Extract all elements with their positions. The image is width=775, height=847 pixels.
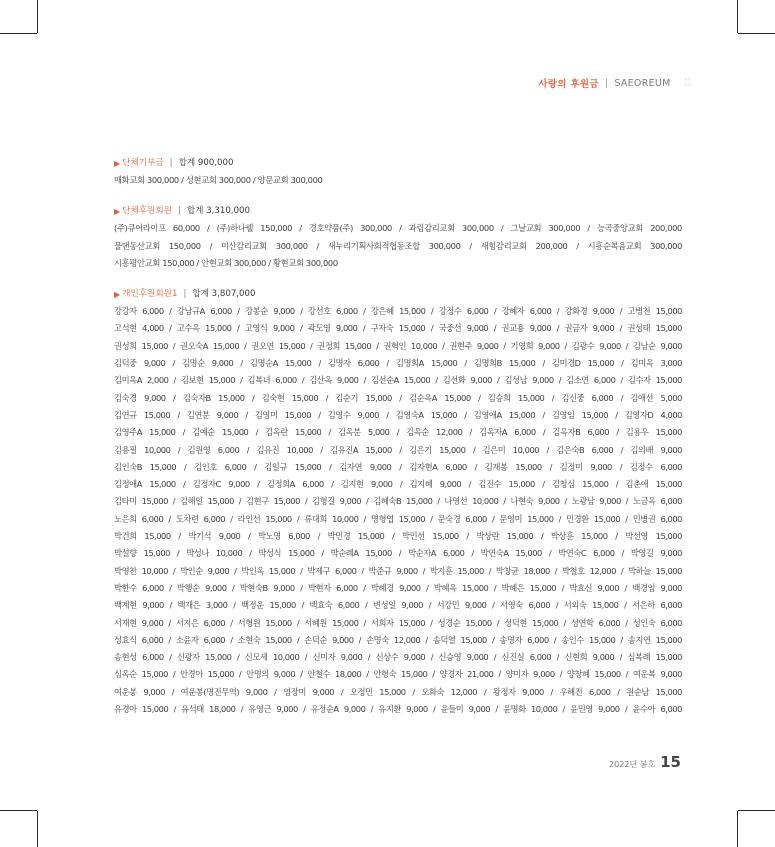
donor-line: 강강자 6,000 / 강남규A 6,000 / 강봉순 9,000 / 강선호 6,000 / 강은혜 15,000 / 강정수 6,000 / 강혜자 6,000 / 강화경 9,000 / 고병천 15,000 [114,306,682,317]
donor-line: 물댄동산교회 150,000 / 미산감리교회 300,000 / 새누리기획사회적협동조합 300,000 / 새힘감리교회 200,000 / 시흥순복음교회 300,000 [114,240,682,251]
triangle-bullet-icon: ▶ [114,159,121,168]
header-org: SAEOREUM [614,77,671,89]
header-separator: | [604,77,609,89]
donor-line: 김정애A 15,000 / 김정자C 9,000 / 김정희A 6,000 / 김지현 9,000 / 김지혜 9,000 / 김진수 15,000 / 김청심 15,000 / 김춘애 15,000 [114,479,682,490]
section-divider: | [177,206,181,217]
section-divider: | [169,158,173,168]
donor-line: (주)큐어라이프 60,000 / (주)하나웰 150,000 / 경호약품(주) 300,000 / 과림감리교회 300,000 / 그날교회 300,000 / 능곡중앙교회 200,000 [114,223,682,234]
donor-line: 김숙경 9,000 / 김숙자B 15,000 / 김숙현 15,000 / 김순기 15,000 / 김순옥A 15,000 / 김승희 15,000 / 김신중 6,000 / 김애선 5,000 [114,392,682,403]
donor-line: 김타미 15,000 / 김해일 15,000 / 김현구 15,000 / 김형길 9,000 / 김혜숙B 15,000 / 나영선 10,000 / 나현숙 9,000 / 노광남 9,000 / 노금옥 6,000 [114,496,682,507]
section-header [114,155,682,172]
section-header [114,286,682,303]
donor-line: 박한수 6,000 / 박행순 9,000 / 박현숙B 9,000 / 박현자 6,000 / 박혜경 9,000 / 박혜옥 15,000 / 박혜은 15,000 / 박효신 9,000 / 백경임 9,000 [114,582,682,593]
running-header [538,76,691,90]
section-group-donations [114,155,682,189]
header-dots-icon: ⁚⁚ [684,78,691,88]
crop-mark-top-left [37,0,38,33]
section-title: 개인후원회원1 [122,289,178,300]
donor-line: 권성희 15,000 / 권오숙A 15,000 / 권오연 15,000 / 권정희 15,000 / 권혁인 10,000 / 권현주 9,000 / 기영희 9,000 / 김광수 9,000 / 김남순 9,000 [114,340,682,351]
header-title: 사랑의 후원금 [538,79,599,90]
donor-line: 김연규 15,000 / 김연분 9,000 / 김영미 15,000 / 김영수 9,000 / 김영숙A 15,000 / 김영애A 15,000 / 김영임 15,000 / 김영자D 4,000 [114,409,682,420]
donor-line: 송현성 6,000 / 신광자 15,000 / 신모세 10,000 / 신미자 9,000 / 신상수 9,000 / 신승영 9,000 / 신진실 6,000 / 신현희 9,000 / 심복례 15,000 [114,652,682,663]
crop-mark-top-right [738,33,775,34]
triangle-bullet-icon: ▶ [114,207,121,217]
crop-mark-bottom-right [738,810,775,811]
donation-list [114,155,682,732]
donor-line: 김미옥A 2,000 / 김보현 15,000 / 김복녀 6,000 / 김산옥 9,000 / 김선순A 15,000 / 김선화 9,000 / 김성남 9,000 / 김소연 6,000 / 김수자 15,000 [114,375,682,386]
page-footer [609,753,681,771]
donor-line: 김영주A 15,000 / 김예순 15,000 / 김옥란 15,000 / 김옥분 5,000 / 김옥순 12,000 / 김옥자A 6,000 / 김옥자B 6,000 / 김용우 15,000 [114,427,682,438]
crop-mark-bottom-left [0,810,37,811]
donor-line: 김덕중 9,000 / 김명순 9,000 / 김명순A 15,000 / 김명자 6,000 / 김명희A 15,000 / 김명희B 15,000 / 김미경D 15,000 / 김미옥 3,000 [114,358,682,369]
donor-line: 박설향 15,000 / 박성나 10,000 / 박성식 15,000 / 박순례A 15,000 / 박순자A 6,000 / 박연숙A 15,000 / 박연숙C 6,000 / 박영길 9,000 [114,548,682,559]
donor-line: 심옥순 15,000 / 안경아 15,000 / 안명의 9,000 / 안철수 18,000 / 안형숙 15,000 / 양경자 21,000 / 양미자 9,000 / 양창혜 15,000 / 여운복 9,000 [114,669,682,680]
section-header [114,203,682,220]
crop-mark-top-left [0,33,37,34]
donor-line: 백계현 9,000 / 백재은 3,000 / 백정운 15,000 / 백효숙 6,000 / 변성일 9,000 / 서강민 9,000 / 서영숙 6,000 / 서외숙 15,000 / 서은하 6,000 [114,600,682,611]
donor-line: 고석현 4,000 / 고수옥 15,000 / 고영식 9,000 / 곽도영 9,000 / 구자숙 15,000 / 국중선 9,000 / 권교용 9,000 / 권금자 9,000 / 권성태 15,000 [114,323,682,334]
donor-line: 시흥평안교회 150,000 / 안현교회 300,000 / 황현교회 300,000 [114,257,338,268]
donor-line: 여운봉 9,000 / 여운봉(명진무역) 9,000 / 염장미 9,000 / 오정민 15,000 / 오화숙 12,000 / 왕정자 9,000 / 우해진 6,000 / 원순남 15,000 [114,686,682,697]
donor-line: 노은희 6,000 / 도차련 6,000 / 라인선 15,000 / 류대희 10,000 / 명형엽 15,000 / 문숙경 6,000 / 문영미 15,000 / 민경환 15,000 / 민병권 6,000 [114,513,682,524]
section-group-members [114,203,682,272]
section-total: 합계 900,000 [178,158,234,168]
section-divider: | [183,289,187,300]
triangle-bullet-icon: ▶ [114,290,121,300]
section-title: 단체후원회원 [122,206,172,217]
crop-mark-top-right [737,0,738,33]
crop-mark-bottom-left [37,811,38,847]
donor-line: 매화교회 300,000 / 성현교회 300,000 / 양문교회 300,000 [114,175,323,185]
donor-line: 박영찬 10,000 / 박인순 9,000 / 박인옥 15,000 / 박제구 6,000 / 박준규 9,000 / 박지훈 15,000 / 박창균 18,000 / 박철호 12,000 / 박하늘 15,000 [114,565,682,576]
section-title: 단체기부금 [122,158,164,168]
page-number: 15 [660,753,681,771]
donor-line: 유경아 15,000 / 유석태 18,000 / 유영근 9,000 / 유정순A 9,000 / 유지환 9,000 / 윤들미 9,000 / 윤명화 10,000 / 윤민영 9,000 / 윤수아 6,000 [114,704,682,715]
donor-line: 김용필 10,000 / 김원영 6,000 / 김유진 10,000 / 김유진A 15,000 / 김은기 15,000 / 김은미 10,000 / 김은숙B 6,000 / 김의배 9,000 [114,444,682,455]
donor-line: 성효식 6,000 / 소윤자 6,000 / 소현숙 15,000 / 손덕순 9,000 / 손명숙 12,000 / 송덕열 15,000 / 송명자 6,000 / 송인수 15,000 / 송지연 15,000 [114,634,682,645]
donor-line: 김인숙B 15,000 / 김인호 6,000 / 김일규 15,000 / 김자연 9,000 / 김자현A 6,000 / 김재봉 15,000 / 김정미 9,000 / 김정수 6,000 [114,461,682,472]
crop-mark-bottom-right [737,811,738,847]
donor-line: 박건희 15,000 / 박기석 9,000 / 박노명 6,000 / 박민경 15,000 / 박민선 15,000 / 박상란 15,000 / 박상훈 15,000 / 박선영 15,000 [114,531,682,542]
section-total: 합계 3,310,000 [186,206,250,217]
issue-label: 2022년 봄호 [609,760,656,769]
section-total: 합계 3,807,000 [192,289,256,300]
donor-line: 서재현 9,000 / 서지은 6,000 / 서형원 15,000 / 서혜원 15,000 / 서희자 15,000 / 성경순 15,000 / 성덕현 15,000 / 성연학 6,000 / 성인숙 6,000 [114,617,682,628]
section-individual-members [114,286,682,718]
